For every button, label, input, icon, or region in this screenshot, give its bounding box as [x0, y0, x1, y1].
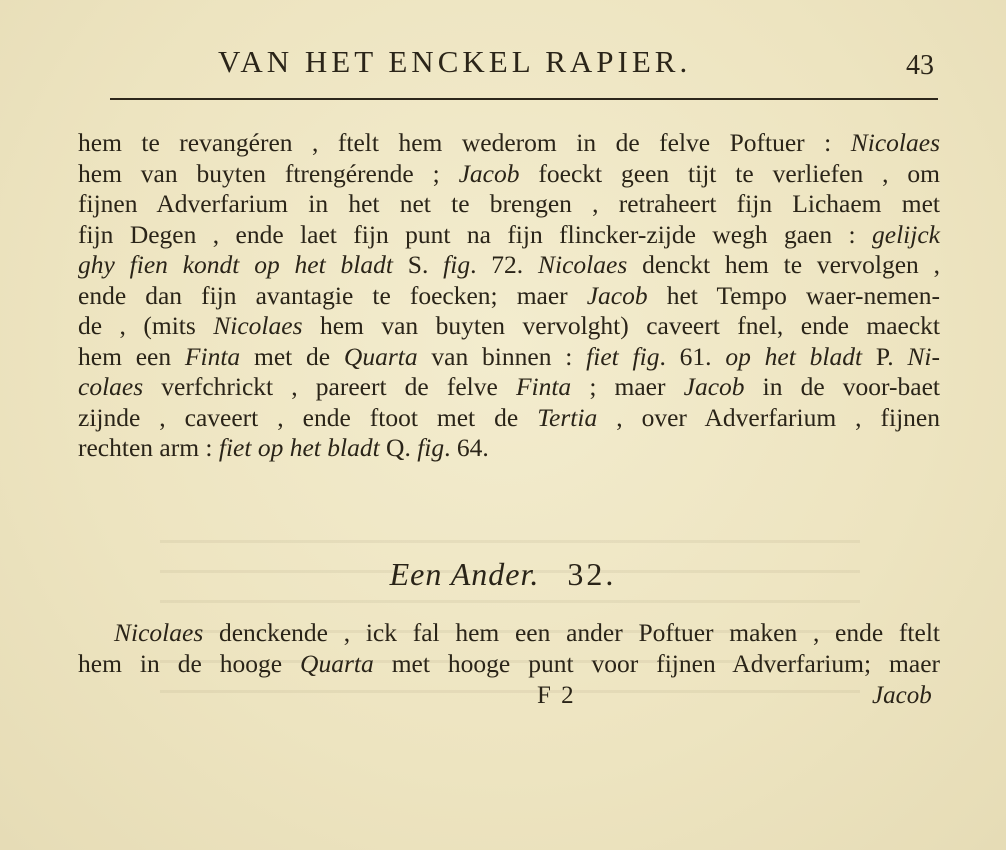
text-line — [78, 220, 940, 251]
italic-text: fig — [417, 433, 445, 462]
text-run: Q. — [379, 433, 418, 462]
text-line — [78, 372, 940, 403]
text-run: . 64. — [444, 433, 489, 462]
italic-text: Jacob — [458, 158, 520, 188]
text-run: fijn Degen , ende laet fijn punt na fijn flincker-zijde wegh gaen : — [78, 219, 873, 249]
italic-text: Nicolaes — [850, 128, 940, 157]
text-line — [78, 189, 940, 220]
text-run: P. — [862, 341, 908, 371]
text-run: in de voor-baet — [744, 372, 940, 401]
italic-text: Finta — [184, 341, 241, 371]
text-line — [78, 250, 940, 281]
italic-text: gelijck — [872, 219, 940, 249]
text-run: . 61. — [659, 341, 726, 371]
text-run: met de — [240, 341, 344, 371]
page-number: 43 — [906, 50, 934, 81]
text-run: S. — [392, 250, 444, 279]
text-line — [78, 649, 940, 680]
text-run: hem te revangéren , ftelt hem wederom in de felve Poftuer : — [78, 128, 851, 157]
text-run: , over Adverfarium , fijnen — [597, 402, 941, 432]
italic-text: fiet fig — [586, 341, 660, 371]
italic-text: Quarta — [300, 648, 374, 678]
text-line — [78, 342, 940, 373]
text-run: verfchrickt , pareert de felve — [143, 372, 516, 401]
text-run: denckende , ick fal hem een ander Poftuer maken , ende ftelt — [203, 618, 940, 647]
text-run: hem van buyten ftrengérende ; — [78, 158, 459, 188]
text-run: met hooge punt voor fijnen Adverfarium; maer — [373, 648, 940, 678]
catchword: Jacob — [872, 682, 932, 709]
text-line — [78, 403, 940, 434]
signature-mark: F 2 — [537, 682, 576, 709]
italic-text: Jacob — [586, 280, 648, 310]
italic-text: Ni- — [907, 341, 941, 371]
text-line — [78, 311, 940, 342]
running-header — [0, 44, 1006, 84]
text-line — [78, 433, 940, 464]
italic-text: Finta — [515, 372, 572, 401]
text-run: zijnde , caveert , ende ftoot met de — [78, 402, 538, 432]
paragraph-1 — [78, 128, 940, 464]
text-run: van binnen : — [417, 341, 587, 371]
text-run: het Tempo waer-nemen- — [647, 280, 940, 310]
section-heading — [0, 556, 1006, 593]
italic-text: colaes — [78, 372, 144, 401]
section-number: 32. — [567, 556, 617, 592]
text-run: hem in de hooge — [78, 648, 301, 678]
italic-text: Nicolaes — [538, 250, 628, 279]
text-run: ende dan fijn avantagie te foecken; maer — [78, 280, 587, 310]
text-run: denckt hem te vervolgen , — [627, 250, 941, 279]
paragraph-2 — [78, 618, 940, 679]
text-run: hem een — [78, 341, 185, 371]
italic-text: Nicolaes — [114, 618, 204, 647]
italic-text: fig — [443, 250, 471, 279]
italic-text: Nicolaes — [213, 311, 303, 340]
italic-text: Tertia — [537, 402, 598, 432]
text-run: rechten arm : — [78, 433, 219, 462]
text-run: foeckt geen tijt te verliefen , om — [519, 158, 940, 188]
text-line — [78, 281, 940, 312]
header-rule — [110, 98, 938, 100]
text-run: hem van buyten vervolght) caveert fnel, ende maeckt — [302, 311, 940, 340]
text-line — [78, 128, 940, 159]
section-title: Een Ander. — [389, 556, 540, 592]
running-title: VAN HET ENCKEL RAPIER. — [218, 44, 692, 79]
italic-text: fiet op het bladt — [218, 433, 380, 462]
text-run: . 72. — [470, 250, 538, 279]
text-line — [78, 618, 940, 649]
italic-text: op het bladt — [725, 341, 863, 371]
italic-text: Quarta — [343, 341, 418, 371]
text-run: ; maer — [571, 372, 684, 401]
italic-text: Jacob — [683, 372, 745, 401]
text-run: fijnen Adverfarium in het net te brengen , retraheert fijn Lichaem met — [78, 189, 940, 218]
text-run: de , (mits — [78, 311, 214, 340]
text-line — [78, 159, 940, 190]
italic-text: ghy fien kondt op het bladt — [78, 250, 393, 279]
